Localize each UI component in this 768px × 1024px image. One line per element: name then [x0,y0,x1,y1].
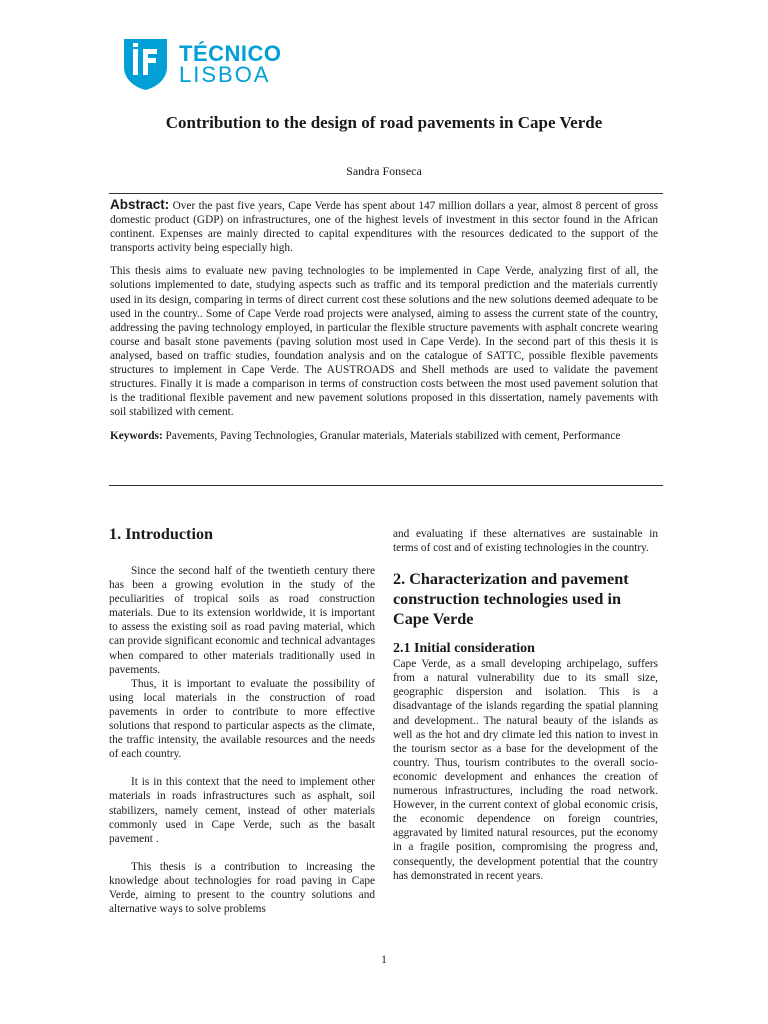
intro-continuation: and evaluating if these alternatives are sustainable in terms of cost and of existing technologies in the country. [393,528,658,555]
abstract-label: Abstract: [110,197,170,212]
left-column [109,524,375,916]
abstract-block [110,198,658,453]
intro-paragraph-3: It is in this context that the need to implement other materials in roads infrastructures such as asphalt, soil stabilizers, namely cement, instead of other materials commonly used in Cape Verde, such as the basalt pavement . [109,776,375,845]
intro-paragraph-1: Since the second half of the twentieth century there has been a growing evolution in the study of the peculiarities of tropical soils as road construction materials. Due to its extension worldwide, it is important to assess the existing soil as road paving material, which can provide significant economic and technical advantages when compared to other materials traditionally used in pavements. [109,565,375,676]
top-rule [109,193,663,194]
paper-title: Contribution to the design of road pavements in Cape Verde [165,113,603,132]
logo-line-1: TÉCNICO [179,41,282,66]
intro-paragraph-2: Thus, it is important to evaluate the possibility of using local materials in the construction of road pavements in order to contribute to more effective solutions that respond to particular aspects as the climate, the traffic intensity, the available resources and the needs of each country. [109,677,375,761]
logo-wordmark [179,43,282,85]
intro-paragraph-4: This thesis is a contribution to increasing the knowledge about technologies for road paving in Cape Verde, aiming to present to the country solutions and alternative ways to solve problems [109,860,375,916]
abstract-paragraph-2: This thesis aims to evaluate new paving technologies to be implemented in Cape Verde, analyzing first of all, the solutions implemented to date, studying aspects such as traffic and its temporal prediction and the materials currently used in its design, comparing in terms of direct current cost these solutions and the new solutions deemed adequate to be used in the country.. Some of Cape Verde road projects were analysed, aiming to assess the current state of the country, addressing the paving technology employed, in particular the flexible structure pavements with asphalt concrete wearing course and basalt stone pavements (paving solution most used in Cape Verde). In the second part of this thesis it is analysed, based on traffic studies, foundation analysis and on the catalogue of SATTC, possible flexible pavements structures to implement in Cape Verde. The AUSTROADS and Shell methods are used to validate the pavement structures. Finally it is made a comparison in terms of construction costs between the most used pavement solution that is the traditional flexible pavement and new pavement solutions proposed in this dissertation, namely pavements with soil stabilized with cement. [110,265,658,419]
section-1-heading: 1. Introduction [109,525,214,543]
keywords-paragraph [110,429,658,443]
ist-logo [122,37,282,91]
section-2-heading: 2. Characterization and pavement construction technologies used in Cape Verde [393,570,629,629]
section-2-1-heading: 2.1 Initial consideration [393,641,535,657]
abstract-paragraph-1 [110,198,658,255]
right-column [393,527,658,883]
page-number: 1 [381,954,387,966]
bottom-rule [109,485,663,486]
keywords-label: Keywords: [110,430,163,443]
abstract-text-1: Over the past five years, Cape Verde has spent about 147 million dollars a year, almost 8 percent of gross domestic product (GDP) on infrastructures, one of the highest levels of investment in this sector found in the African continent. Expenses are mainly directed to capital expenditures with the resources dedicated to the support of the transports activity being especially high. [110,200,658,255]
paper-author: Sandra Fonseca [346,164,422,178]
section-2-1-paragraph: Cape Verde, as a small developing archipelago, suffers from a natural vulnerability due to its small size, geographic dispersion and isolation. This is a disadvantage of the islands regarding the spatial planning and development.. The natural beauty of the islands as well as the hot and dry climate led this nation to invest in the tourism sector as a base for the development of the country. Thus, tourism contributes to the overall socio-economic development and enhances the creation of numerous infrastructures, including the road network. However, in the current context of global economic crisis, the economic dependence on foreign countries, aggravated by limited natural resources, put the economy in a fragile position, compromising the progress and, consequently, the development potential that the country has demonstrated in recent years. [393,658,658,882]
logo-line-2: LISBOA [179,62,271,87]
keywords-text: Pavements, Paving Technologies, Granular materials, Materials stabilized with cement, Performance [165,430,621,443]
ist-shield-icon [122,37,169,91]
